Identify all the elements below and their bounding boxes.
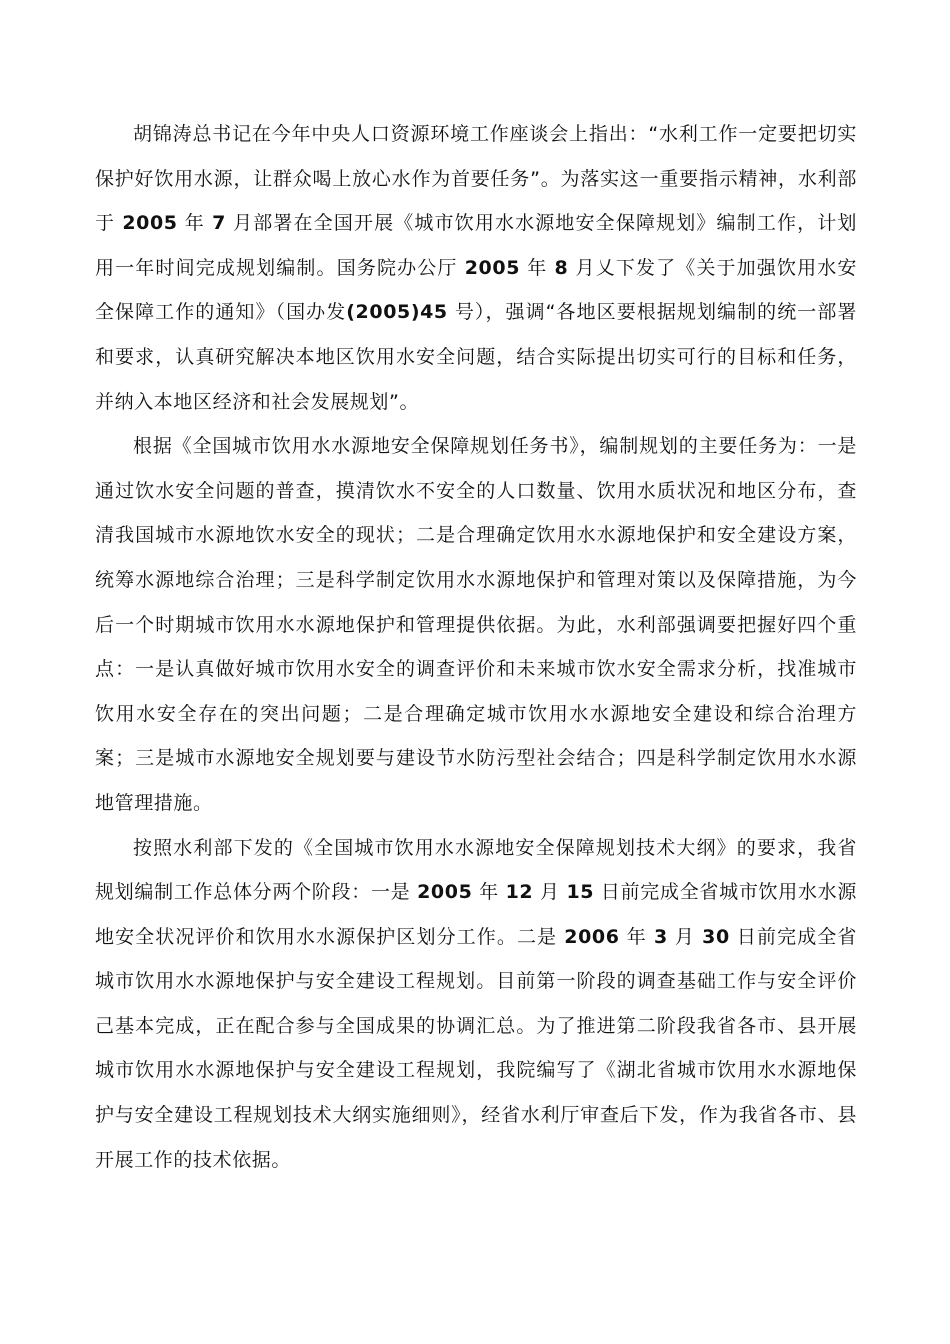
text-run: 年 [619,925,654,948]
text-run: 月乂下发了《关于加强饮用水安全保障工作的通知》（国办发 [95,256,857,324]
document-body [95,112,857,1182]
text-run: 年 [177,212,213,235]
text-run: 年 [520,256,555,279]
paragraph-3 [95,826,857,1183]
bold-number: 30 [702,925,730,948]
bold-number: 3 [653,925,668,948]
text-run: 根据《全国城市饮用水水源地安全保障规划任务书》，编制规划的主要任务为：一是通过饮水安全问题的普查，摸清饮水不安全的人口数量、饮用水质状况和地区分布，查清我国城市水源地饮水安全的现状；二是合理确定饮用水水源地保护和安全建设方案，统筹水源地综合治理；三是科学制定饮用水水源地保护和管理对策以及保障措施，为今后一个时期城市饮用水水源地保护和管理提供依据。为此，水利部强调要把握好四个重点：一是认真做好城市饮用水安全的调查评价和未来城市饮水安全需求分析，找准城市饮用水安全存在的突出问题；二是合理确定城市饮用水水源地安全建设和综合治理方案；三是城市水源地安全规划要与建设节水防污型社会结合；四是科学制定饮用水水源地管理措施。 [95,435,857,814]
paragraph-1 [95,112,857,424]
bold-number: (2005)45 [346,301,448,324]
text-run: 月 [667,925,703,948]
text-run: 按照水利部下发的《全国城市饮用水水源地安全保障规划技术大纲》的要求，我省规划编制工作总体分两个阶段：一是 [95,836,857,904]
text-run: 日前完成全省城市饮用水水源地保护与安全建设工程规划。目前第一阶段的调查基础工作与安全评价己基本完成，正在配合参与全国成果的协调汇总。为了推进第二阶段我省各市、县开展城市饮用水水源地保护与安全建设工程规划，我院编写了《湖北省城市饮用水水源地保护与安全建设工程规划技术大纲实施细则》，经省水利厅审查后下发，作为我省各市、县开展工作的技术依据。 [95,925,857,1171]
text-run: 胡锦涛总书记在今年中央人口资源环境工作座谈会上指出：“水利工作一定要把切实保护好饮用水源，让群众喝上放心水作为首要任务”。为落实这一重要指示精神，水利部于 [95,123,857,235]
bold-number: 12 [505,881,534,904]
bold-number: 2005 [417,881,473,904]
bold-number: 15 [566,881,595,904]
text-run: 月部署在全国开展《城市饮用水水源地安全保障规划》编制工作，计划用一年时间完成规划编制。国务院办公厅 [95,212,857,279]
bold-number: 2006 [564,925,620,948]
text-run: 日前完成全省城市饮用水水源地安全状况评价和饮用水水源保护区划分工作。二是 [95,881,857,948]
bold-number: 8 [554,256,569,279]
bold-number: 7 [212,212,226,235]
bold-number: 2005 [122,212,178,235]
paragraph-2 [95,424,857,825]
bold-number: 2005 [464,256,521,279]
text-run: 号），强调“各地区要根据规划编制的统一部署和要求，认真研究解决本地区饮用水安全问题，结合实际提出切实可行的目标和任务，并纳入本地区经济和社会发展规划”。 [95,301,857,413]
text-run: 月 [533,881,567,904]
text-run: 年 [472,881,506,904]
